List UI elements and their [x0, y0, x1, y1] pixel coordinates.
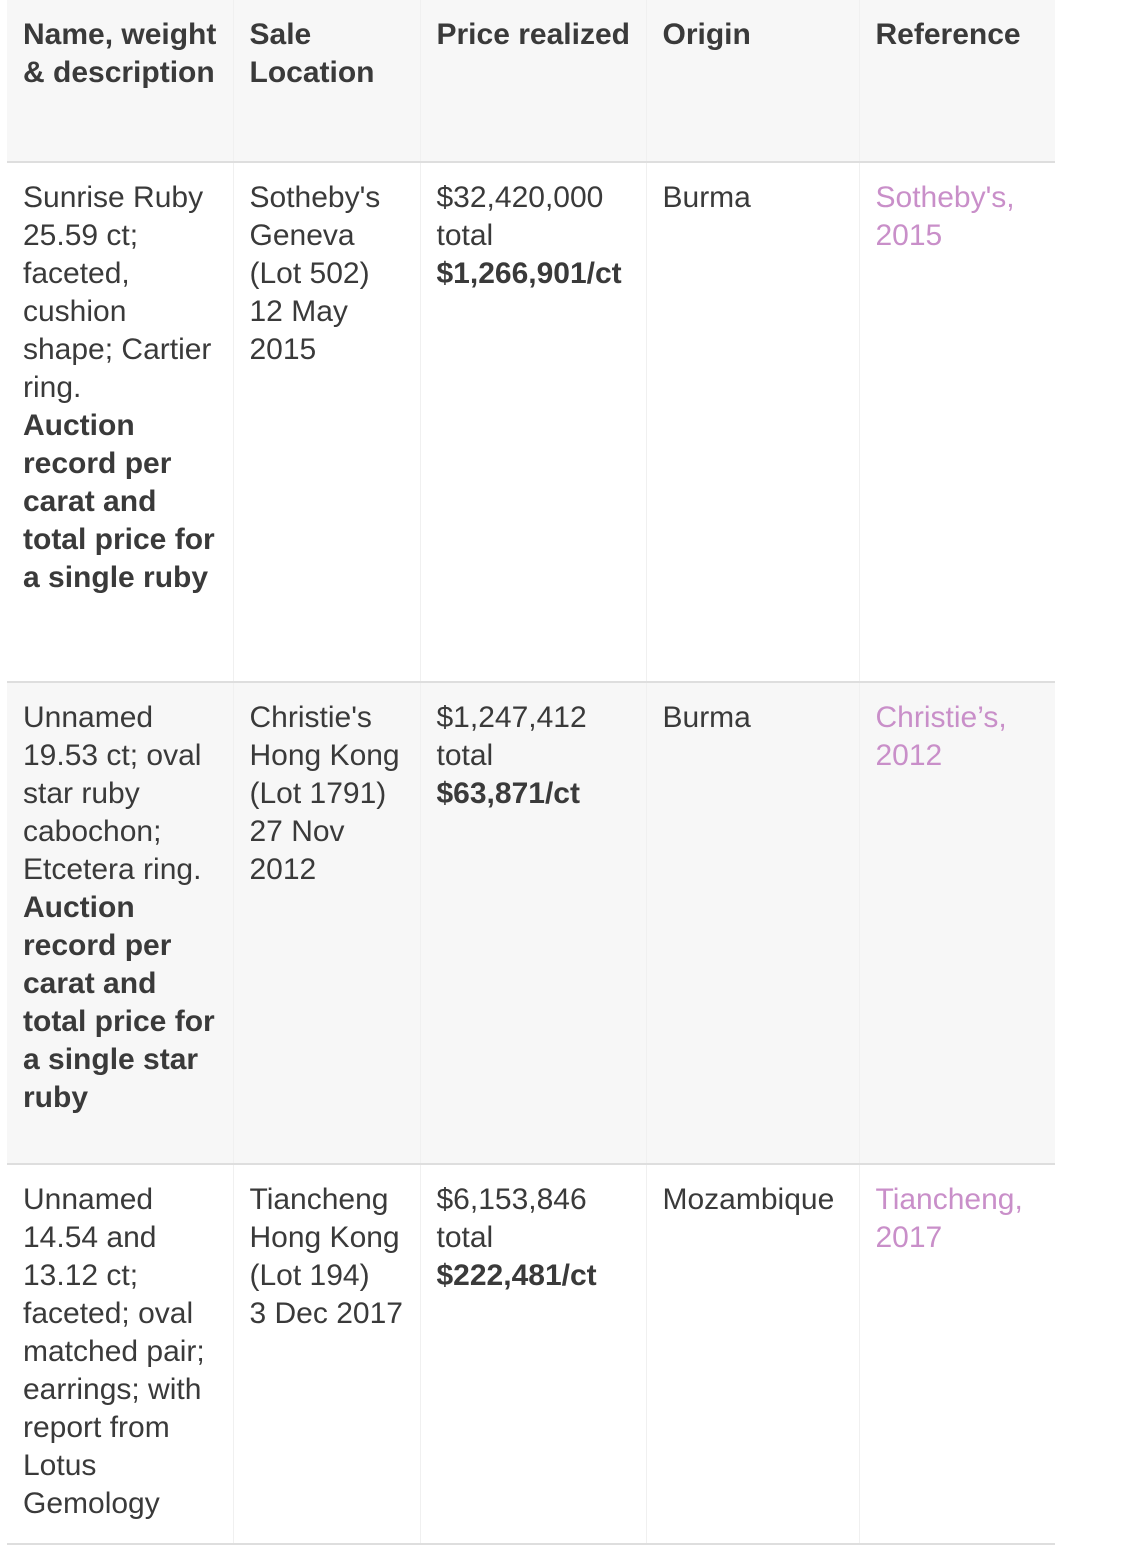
cell-description: [7, 1164, 233, 1544]
cell-reference: [859, 682, 1055, 1164]
price-total-text: $32,420,000 total: [436, 181, 604, 252]
cell-description: [7, 682, 233, 1164]
price-per-carat-text: $1,266,901/ct: [436, 257, 622, 290]
table-body: [7, 162, 1055, 1544]
table-row: [7, 1164, 1055, 1544]
cell-reference: [859, 1164, 1055, 1544]
cell-reference: [859, 162, 1055, 682]
table-row: [7, 682, 1055, 1164]
table-row: [7, 162, 1055, 682]
price-per-carat-text: $222,481/ct: [436, 1259, 597, 1292]
cell-origin: Burma: [646, 682, 859, 1164]
sale-date-text: 12 May 2015: [249, 295, 348, 366]
price-per-carat-text: $63,871/ct: [436, 777, 580, 810]
description-highlight: Auction record per carat and total price for a single ruby: [23, 409, 215, 594]
description-highlight: Auction record per carat and total price for a single star ruby: [23, 891, 215, 1114]
cell-price: [420, 682, 646, 1164]
reference-link[interactable]: Sotheby's, 2015: [875, 181, 1015, 252]
reference-link[interactable]: Tiancheng, 2017: [875, 1183, 1023, 1254]
sale-location-text: Tiancheng Hong Kong (Lot 194): [249, 1183, 400, 1292]
description-text: Unnamed 19.53 ct; oval star ruby cabochon; Etcetera ring.: [23, 701, 202, 886]
header-price-realized: Price realized: [420, 0, 646, 162]
cell-sale-location: [233, 162, 420, 682]
header-sale-location: Sale Location: [233, 0, 420, 162]
header-row: [7, 0, 1055, 162]
header-name-description: Name, weight & description: [23, 18, 217, 89]
cell-sale-location: [233, 682, 420, 1164]
cell-origin: Mozambique: [646, 1164, 859, 1544]
header-reference: Reference: [859, 0, 1055, 162]
cell-origin: Burma: [646, 162, 859, 682]
cell-price: [420, 1164, 646, 1544]
sale-date-text: 3 Dec 2017: [249, 1297, 403, 1330]
sale-location-text: Christie's Hong Kong (Lot 1791): [249, 701, 400, 810]
header-origin: Origin: [646, 0, 859, 162]
cell-price: [420, 162, 646, 682]
description-text: Unnamed 14.54 and 13.12 ct; faceted; oval matched pair; earrings; with report from Lotus Gemology: [23, 1183, 205, 1520]
table-header: [7, 0, 1055, 162]
sale-date-text: 27 Nov 2012: [249, 815, 345, 886]
price-total-text: $6,153,846 total: [436, 1183, 587, 1254]
description-text: Sunrise Ruby 25.59 ct; faceted, cushion shape; Cartier ring.: [23, 181, 212, 404]
auction-records-table-wrapper: [7, 0, 1055, 1545]
sale-location-text: Sotheby's Geneva (Lot 502): [249, 181, 381, 290]
auction-records-table: [7, 0, 1055, 1545]
price-total-text: $1,247,412 total: [436, 701, 587, 772]
cell-sale-location: [233, 1164, 420, 1544]
reference-link[interactable]: Christie’s, 2012: [875, 701, 1007, 772]
cell-description: [7, 162, 233, 682]
